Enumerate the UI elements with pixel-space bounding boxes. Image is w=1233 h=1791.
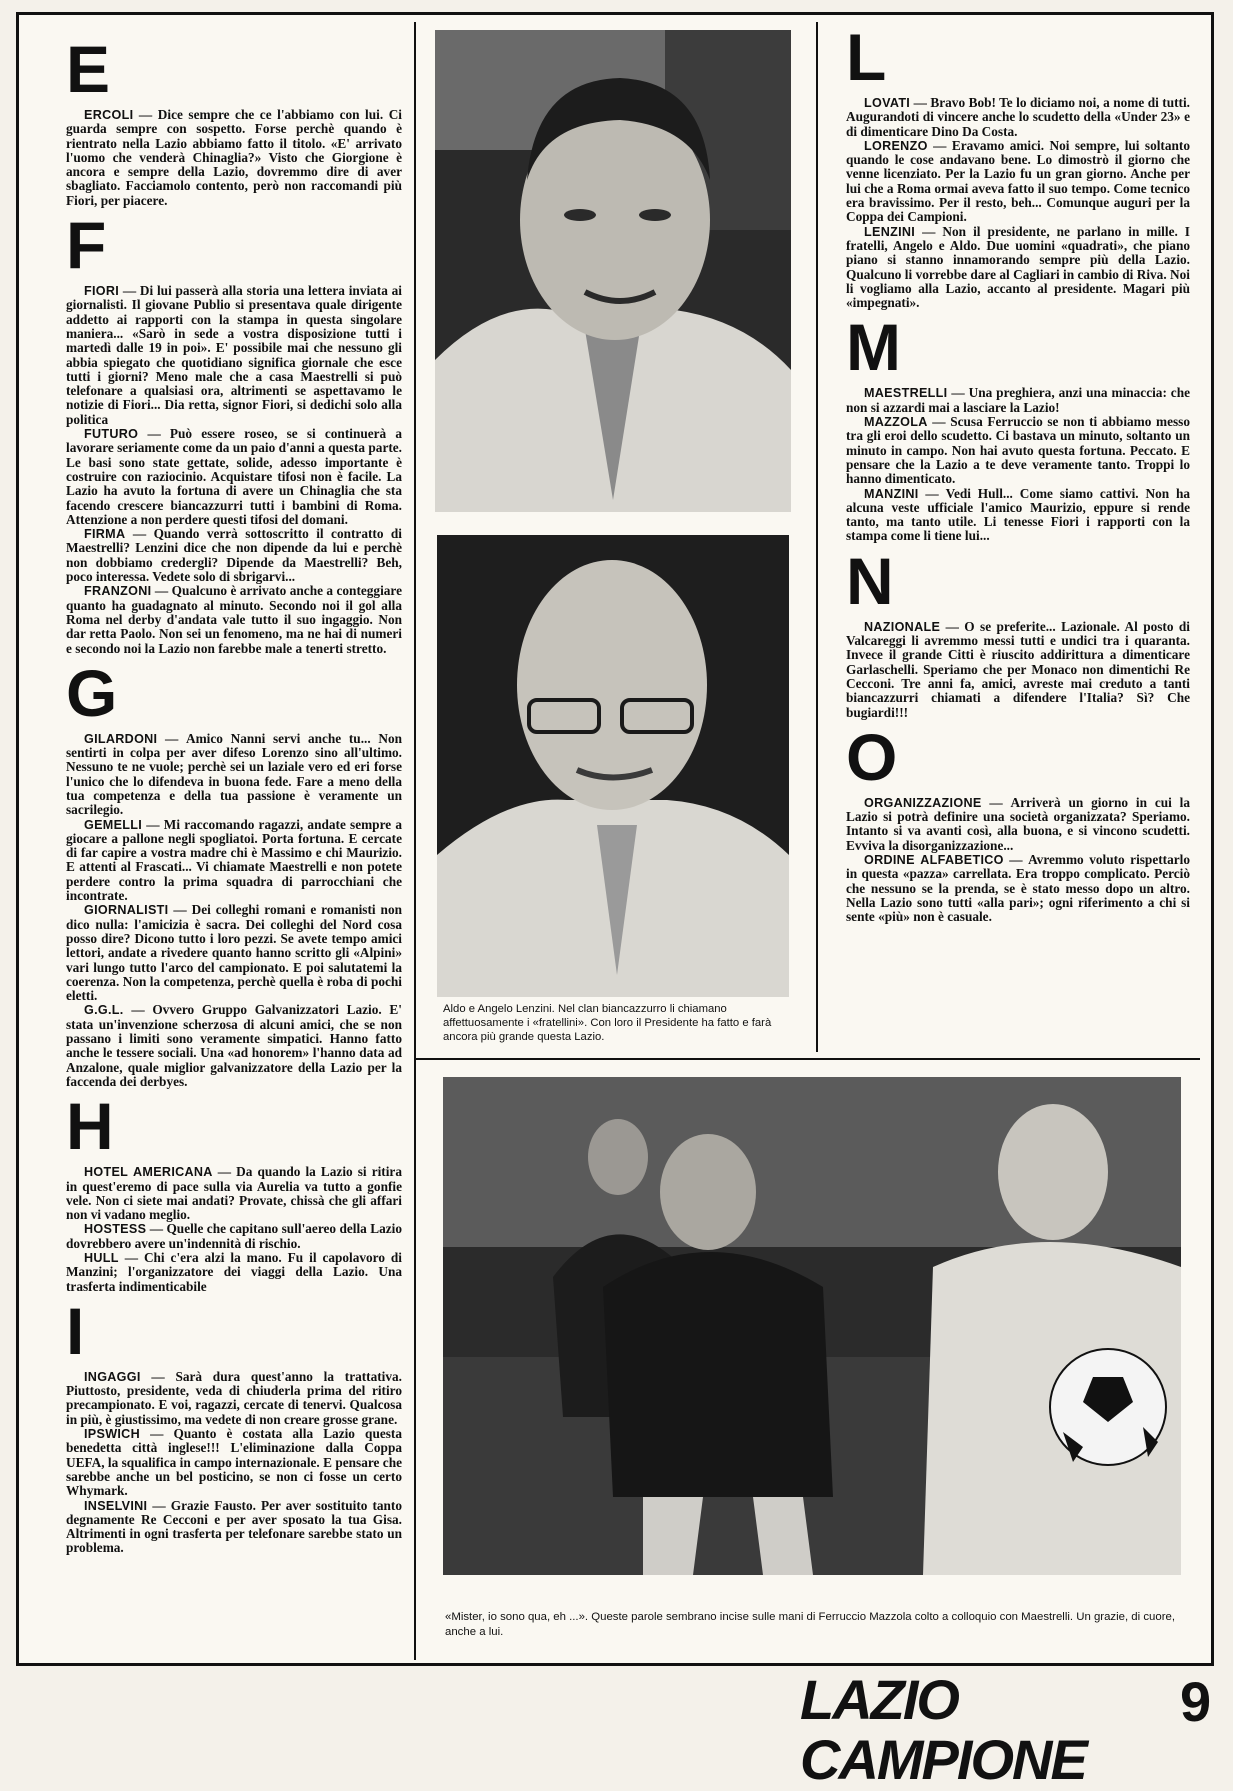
section-letter: E — [66, 32, 109, 106]
photo-mazzola-maestrelli — [443, 1077, 1181, 1575]
entry-text: Da quando la Lazio si ritira in quest'eremo di pace sulla via Aurelia va tutto a gonfie vele. Non ci siete mai andati? Provate, chissà che gli affari non vi vadano meglio. — [66, 1164, 402, 1223]
section-letter: F — [66, 208, 105, 283]
entry: MANZINI — Vedi Hull... Come siamo cattivi. Non ha alcuna veste ufficiale l'amico Maurizio, eppure si rende tanto, ma tanto utile. Li tenesse Fiori i rapporti con la stampa come li tiene lui... — [846, 485, 1190, 544]
footer-title: LAZIO CAMPIONE — [800, 1668, 1086, 1791]
entry-text: Scusa Ferruccio se non ti abbiamo messo tra gli eroi dello scudetto. Ci bastava un minuto, soltanto un minuto in campo. Non hai avuto questa fortuna. Peccato. E pensare che la Lazio a te deve veramente tanto. Troppi lo hanno dimenticato. — [846, 414, 1190, 487]
photo-portrait-illustration — [435, 30, 791, 512]
entry: GILARDONI — Amico Nanni servi anche tu... Non sentirti in colpa per aver difeso Lorenzo sino all'ultimo. Nessuno te ne vuole; perchè sei un laziale vero ed eri forse l'unico che lo difendeva in buona fede. Fare a meno della tua competenza e della tua passione è veramente un sacrilegio. — [66, 730, 402, 818]
entry-keyword: ORGANIZZAZIONE — [864, 795, 982, 810]
entry: FIRMA — Quando verrà sottoscritto il contratto di Maestrelli? Lenzini dice che non dipende da lui e perchè non dobbiamo credergli? Dipende da Maestrelli? Beh, poco interessa. Vedete solo di sbrigarvi... — [66, 526, 403, 585]
entry-text: Eravamo amici. Noi sempre, lui soltanto quando le cose andavano bene. Lo dimostrò il giorno che venne licenziato. Per la Lazio fu un gran giorno. Anche per lui che a Roma ormai aveva fatto il suo tempo. Come tecnico era bravissimo. Per il resto, beh... Comunque auguri per la Coppa dei Campioni. — [846, 137, 1190, 225]
entry-keyword: LOVATI — [864, 96, 911, 110]
section-letter: O — [846, 719, 896, 794]
section-g — [66, 655, 402, 1089]
caption-mazzola: «Mister, io sono qua, eh ...». Queste parole sembrano incise sulle mani di Ferruccio Mazzola colto a colloquio con Maestrelli. Un grazie, di cuore, anche a lui. — [445, 1611, 1175, 1638]
entry: NAZIONALE — O se preferite... Lazionale. Al posto di Valcareggi li avremmo messi tutti e undici tra i quaranta. Invece il grande Citti è riuscito addirittura a dimenticare Garlaschelli. Speriamo che per Monaco non dimentichi Re Cecconi. Tre anni fa, amici, avreste mai creduto a tanti biancazzurri chiamati a difendere l'Italia? Sì? Che bugiardi!!! — [846, 618, 1190, 720]
entry: FIORI — Di lui passerà alla storia una lettera inviata ai giornalisti. Il giovane Publio si presentava quale dirigente addetto ai rapporti con la stampa in questa singolare maniera... «Sarò in sede a vostra disposizione tutti i martedì dalle 19 in poi». E' possibile mai che nessuno gli abbia spiegato che quotidiano significa giornale che esce tutti i giorni? Meno male che a casa Maestrelli si può telefonare a qualsiasi ora, altrimenti se aspettavamo le notizie di Fiori... Dia retta, signor Fiori, si dedichi solo alla politica — [66, 283, 402, 427]
entry-keyword: GIORNALISTI — [84, 903, 169, 918]
entry-keyword: FIRMA — [84, 527, 126, 542]
entry: ORGANIZZAZIONE — Arriverà un giorno in cui la Lazio si potrà definire una società organizzata? Speriamo. Intanto si va avanti così, alla buona, e si vincono scudetti. Evviva la disorganizzazione... — [846, 794, 1190, 853]
entry-text: Dice sempre che ce l'abbiamo con lui. Ci guarda sempre con sospetto. Forse perchè quando è rientrato nella Lazio abbiamo fatto il titolo. «E' arrivato l'uomo che venderà Chinaglia?» Visto che Giorgione è ancora e sempre della Lazio, dovremmo dire di aver sbagliato. Facciamolo contento, però non raccomandi più Fiori, per piacere. — [66, 107, 402, 208]
section-letter: I — [66, 1293, 83, 1368]
photo-lenzini-illustration — [437, 535, 789, 997]
entry-text: Qualcuno è arrivato anche a conteggiare quanto ha guadagnato al minuto. Secondo noi il gol alla Roma nel derby d'andata vale tutto il suo ingaggio. Non dar retta Paolo. Non sei un fenomeno, ma ne hai di numeri e secondo noi la Lazio non farebbe male a tenerti stretto. — [66, 583, 402, 656]
entry-text: Sarà dura quest'anno la trattativa. Piuttosto, presidente, veda di chiuderla prima del ritiro precampionato. E voi, ragazzi, cercate di tenervi. Qualcosa in più, è giustissimo, ma vedete di non creare grosse grane. — [66, 1368, 402, 1427]
entry-keyword: FIORI — [84, 284, 120, 299]
section-letter: L — [846, 20, 885, 94]
entry-keyword: HULL — [84, 1251, 119, 1265]
section-letter: G — [66, 655, 116, 730]
entry-keyword: HOSTESS — [84, 1222, 147, 1237]
photo-lenzini — [437, 535, 789, 997]
entry-text: Quanto è costata alla Lazio questa benedetta città inglese!!! L'eliminazione dalla Coppa UEFA, la squalifica in campo internazionale. E pensare che sarebbe anche un bel posticino, se non ci fosse un certo Whymark. — [66, 1426, 402, 1499]
entry: G.G.L. — Ovvero Gruppo Galvanizzatori Lazio. E' stata un'invenzione scherzosa di alcuni amici, che se non passano i limiti sono veramente simpatici. Hanno fatto anche le tessere sociali. Una «ad honorem» l'hanno data ad Anzalone, quale miglior galvanizzatore della Lazio per la faccenda dei derbyes. — [66, 1002, 402, 1089]
entry: INGAGGI — Sarà dura quest'anno la trattativa. Piuttosto, presidente, veda di chiuderla prima del ritiro precampionato. E voi, ragazzi, cercate di tenervi. Qualcosa in più, è giustissimo, ma vedete di non creare grosse grane. — [66, 1368, 402, 1427]
entry-text: Una preghiera, anzi una minaccia: che non si azzardi mai a lasciare la Lazio! — [846, 385, 1190, 415]
entry-keyword: LORENZO — [864, 138, 928, 153]
entry: LENZINI — Non il presidente, ne parlano in mille. I fratelli, Angelo e Aldo. Due uomini «quadrati», che piano piano si stanno innamorando sempre più della Lazio. Qualcuno li vorrebbe dare al Cagliari in cambio di Riva. Noi li vogliamo alla Lazio, accanto al presidente. Magari più «impegnati». — [846, 223, 1190, 311]
entry: IPSWICH — Quanto è costata alla Lazio questa benedetta città inglese!!! L'eliminazione dalla Coppa UEFA, la squalifica in campo internazionale. E pensare che sarebbe anche un bel posticino, se non ci fosse un certo Whymark. — [66, 1426, 402, 1499]
entry: HOSTESS — Quelle che capitano sull'aereo della Lazio dovrebbero avere un'indennità di rischio. — [66, 1221, 402, 1251]
entry-text: Arriverà un giorno in cui la Lazio si potrà definire una società organizzata? Speriamo. Intanto si va avanti così, alla buona, e si vincono scudetti. Evviva la disorganizzazione... — [846, 794, 1190, 853]
entry-keyword: G.G.L. — [84, 1003, 124, 1018]
entry-keyword: MAESTRELLI — [864, 386, 948, 401]
section-n — [846, 543, 1190, 720]
entry-keyword: NAZIONALE — [864, 619, 941, 634]
entry: INSELVINI — Grazie Fausto. Per aver sostituito tanto degnamente Re Cecconi e per aver sposato la tua Gisa. Altrimenti in ogni trasferta per telefonare sarebbe stato un problema. — [66, 1497, 402, 1556]
entry-keyword: MAZZOLA — [864, 415, 928, 430]
page-number: 9 — [1180, 1670, 1212, 1733]
entry: FUTURO — Può essere roseo, se si continuerà a lavorare seriamente come da un paio d'anni a questa parte. Le basi sono state gettate, solide, adesso importante è costruire con raziocinio. Acquistare tifosi non è facile. La Lazio ha avuto la fortuna di avere un Chinaglia che sta facendo crescere biancazzurri tutti i bambini di Roma. Attenzione a non perdere questi tifosi del domani. — [66, 426, 403, 527]
entry-keyword: IPSWICH — [84, 1427, 140, 1442]
entry-keyword: LENZINI — [864, 224, 916, 239]
entry-text: Vedi Hull... Come siamo cattivi. Non ha alcuna veste ufficiale l'amico Maurizio, eppure si rende tanto, ma tanto utile. Li tenesse Fiori i rapporti con la stampa come li tiene lui... — [846, 485, 1190, 544]
entry: LORENZO — Eravamo amici. Noi sempre, lui soltanto quando le cose andavano bene. Lo dimostrò il giorno che venne licenziato. Per la Lazio fu un gran giorno. Anche per lui che a Roma ormai aveva fatto il suo tempo. Come tecnico era bravissimo. Per il resto, beh... Comunque auguri per la Coppa dei Campioni. — [846, 137, 1190, 225]
entry: MAZZOLA — Scusa Ferruccio se non ti abbiamo messo tra gli eroi dello scudetto. Ci bastava un minuto, soltanto un minuto in campo. Non hai avuto questa fortuna. Peccato. E pensare che la Lazio a te deve veramente tanto. Troppi lo hanno dimenticato. — [846, 414, 1190, 487]
divider-mid-bottom — [416, 1058, 1200, 1060]
entry: ORDINE ALFABETICO — Avremmo voluto rispettarlo in questa «pazza» carrellata. Era troppo complicato. Perciò che nessuno se la prenda, se è stato messo dopo un altro. Nella Lazio sono tutti «alla pari»; ogni riferimento a chi si sente «più» non è casuale. — [846, 851, 1190, 925]
section-o — [846, 719, 1190, 925]
section-f — [66, 208, 403, 656]
right-column — [816, 22, 1200, 1052]
section-m — [846, 310, 1190, 544]
entry: GIORNALISTI — Dei colleghi romani e romanisti non dico nulla: l'amicizia è sacra. Dei colleghi del Nord cosa posso dire? Dicono tutto i loro pezzi. Se avete tempo amici lettori, andate a rivedere quanto hanno scritto gli «Alpini» vari lungo tutto l'arco del campionato. E poi salutatemi la coerenza. Non la competenza, perchè quella è roba di pochi eletti. — [66, 902, 402, 1004]
entry-keyword: INGAGGI — [84, 1369, 141, 1384]
entry: MAESTRELLI — Una preghiera, anzi una minaccia: che non si azzardi mai a lasciare la Lazio! — [846, 385, 1190, 415]
photo-training-illustration — [443, 1077, 1181, 1575]
entry-text: Può essere roseo, se si continuerà a lavorare seriamente come da un paio d'anni a questa parte. Le basi sono state gettate, solide, adesso importante è costruire con raziocinio. Acquistare tifosi non è facile. La Lazio ha avuto la fortuna di avere un Chinaglia che sta facendo crescere biancazzurri tutti i bambini di Roma. Attenzione a non perdere questi tifosi del domani. — [66, 426, 403, 527]
left-column — [26, 22, 416, 1660]
entry-keyword: MANZINI — [864, 486, 919, 501]
entry-text: Chi c'era alzi la mano. Fu il capolavoro di Manzini; l'organizzatore dei viaggi della Lazio. Una trasferta indimenticabile — [66, 1250, 402, 1294]
entry: LOVATI — Bravo Bob! Te lo diciamo noi, a nome di tutti. Augurandoti di vincere anche lo scudetto della «Under 23» e di dimenticare Dino Da Costa. — [846, 95, 1190, 139]
entry-text: Mi raccomando ragazzi, andate sempre a giocare a pallone negli spogliatoi. Porta fortuna. E cercate di far capire a vostra madre chi è Massimo e chi Maurizio. E attenti al Frascati... Vi chiamate Maestrelli e non potete perdere contro la prima squadra di parrocchiani che incontrate. — [66, 816, 402, 904]
entry-text: O se preferite... Lazionale. Al posto di Valcareggi li avremmo messi tutti e undici tra i quaranta. Invece il grande Citti è riuscito addirittura a dimenticare Garlaschelli. Speriamo che per Monaco non dimentichi Re Cecconi. Tre anni fa, amici, avreste mai creduto a tanti biancazzurri chiamati a difendere l'Italia? Sì? Che bugiardi!!! — [846, 618, 1190, 720]
entry-text: Avremmo voluto rispettarlo in questa «pazza» carrellata. Era troppo complicato. Perciò che nessuno se la prenda, se è stato messo dopo un altro. Nella Lazio sono tutti «alla pari»; ogni riferimento a chi si sente «più» non è casuale. — [846, 851, 1190, 925]
entry-keyword: FUTURO — [84, 427, 139, 442]
caption-lenzini: Aldo e Angelo Lenzini. Nel clan biancazzurro li chiamano affettuosamente i «fratellini». Con loro il Presidente ha fatto e farà ancora più grande questa Lazio. — [443, 1003, 772, 1043]
section-e — [66, 32, 402, 208]
entry-text: Dei colleghi romani e romanisti non dico nulla: l'amicizia è sacra. Dei colleghi del Nord cosa posso dire? Dicono tutto i loro pezzi. Se avete tempo amici lettori, andate a rivedere quanto hanno scritto gli «Alpini» vari lungo tutto l'arco del campionato. E poi salutatemi la coerenza. Non la competenza, perchè quella è roba di pochi eletti. — [66, 902, 402, 1004]
entry: HOTEL AMERICANA — Da quando la Lazio si ritira in quest'eremo di pace sulla via Aurelia va tutto a gonfie vele. Non ci siete mai andati? Provate, chissà che gli affari non vi vadano meglio. — [66, 1164, 402, 1223]
entry: ERCOLI — Dice sempre che ce l'abbiamo con lui. Ci guarda sempre con sospetto. Forse perchè quando è rientrato nella Lazio abbiamo fatto il titolo. «E' arrivato l'uomo che venderà Chinaglia?» Visto che Giorgione è ancora e sempre della Lazio, dovremmo dire di aver sbagliato. Facciamolo contento, però non raccomandi più Fiori, per piacere. — [66, 107, 402, 208]
entry-text: Amico Nanni servi anche tu... Non sentirti in colpa per aver difeso Lorenzo sino all'ultimo. Nessuno te ne vuole; perchè sei un laziale vero ed eri forse l'unico che lo difendeva in buona fede. Fare a meno della tua competenza e della tua passione è veramente un sacrilegio. — [66, 730, 402, 818]
section-i — [66, 1293, 402, 1556]
entry-text: Quelle che capitano sull'aereo della Lazio dovrebbero avere un'indennità di rischio. — [66, 1221, 402, 1251]
entry-keyword: GEMELLI — [84, 817, 143, 832]
photo-top-man — [435, 30, 791, 512]
section-letter: N — [846, 543, 892, 618]
section-letter: M — [846, 310, 899, 385]
entry-keyword: GILARDONI — [84, 731, 158, 746]
entry-text: Di lui passerà alla storia una lettera inviata ai giornalisti. Il giovane Publio si presentava quale dirigente addetto ai rapporti con la stampa in questa singolare maniera... «Sarò in sede a vostra disposizione tutti i martedì dalle 19 in poi». E' possibile mai che nessuno gli abbia spiegato che quotidiano significa giornale che esce tutti i giorni? Meno male che a casa Maestrelli si può telefonare a qualsiasi ora, altrimenti se aspettavamo le notizie di Fiori... Dia retta, signor Fiori, si dedichi solo alla politica — [66, 283, 402, 427]
entry-text: Non il presidente, ne parlano in mille. I fratelli, Angelo e Aldo. Due uomini «quadrati», che piano piano si stanno innamorando sempre più della Lazio. Qualcuno li vorrebbe dare al Cagliari in cambio di Riva. Noi li vogliamo alla Lazio, accanto al presidente. Magari più «impegnati». — [846, 223, 1190, 311]
entry: HULL — Chi c'era alzi la mano. Fu il capolavoro di Manzini; l'organizzatore dei viaggi della Lazio. Una trasferta indimenticabile — [66, 1250, 402, 1294]
entry-keyword: HOTEL AMERICANA — [84, 1165, 213, 1180]
entry: FRANZONI — Qualcuno è arrivato anche a conteggiare quanto ha guadagnato al minuto. Secondo noi il gol alla Roma nel derby d'andata vale tutto il suo ingaggio. Non dar retta Paolo. Non sei un fenomeno, ma ne hai di numeri e secondo noi la Lazio non farebbe male a tenerti stretto. — [66, 583, 402, 656]
entry-keyword: ORDINE ALFABETICO — [864, 852, 1004, 867]
section-l — [846, 20, 1190, 311]
entry-text: Bravo Bob! Te lo diciamo noi, a nome di tutti. Augurandoti di vincere anche lo scudetto della «Under 23» e di dimenticare Dino Da Costa. — [846, 95, 1190, 139]
entry: GEMELLI — Mi raccomando ragazzi, andate sempre a giocare a pallone negli spogliatoi. Porta fortuna. E cercate di far capire a vostra madre chi è Massimo e chi Maurizio. E attenti al Frascati... Vi chiamate Maestrelli e non potete perdere contro la prima squadra di parrocchiani che incontrate. — [66, 816, 402, 904]
entry-keyword: ERCOLI — [84, 108, 134, 122]
entry-text: Quando verrà sottoscritto il contratto di Maestrelli? Lenzini dice che non dipende da lui e perchè non dobbiamo credergli? Dipende da Maestrelli? Beh, poco interessa. Vedete solo di sbrigarvi... — [66, 526, 403, 585]
section-letter: H — [66, 1089, 112, 1164]
section-h — [66, 1089, 402, 1294]
entry-keyword: FRANZONI — [84, 584, 152, 599]
entry-keyword: INSELVINI — [84, 1498, 148, 1513]
entry-text: Ovvero Gruppo Galvanizzatori Lazio. E' stata un'invenzione scherzosa di alcuni amici, che se non passano i limiti sono veramente simpatici. Hanno fatto anche le tessere sociali. Una «ad honorem» l'hanno data ad Anzalone, quale miglior galvanizzatore della Lazio per la faccenda dei derbyes. — [66, 1002, 402, 1089]
entry-text: Grazie Fausto. Per aver sostituito tanto degnamente Re Cecconi e per aver sposato la tua Gisa. Altrimenti in ogni trasferta per telefonare sarebbe stato un problema. — [66, 1497, 402, 1556]
